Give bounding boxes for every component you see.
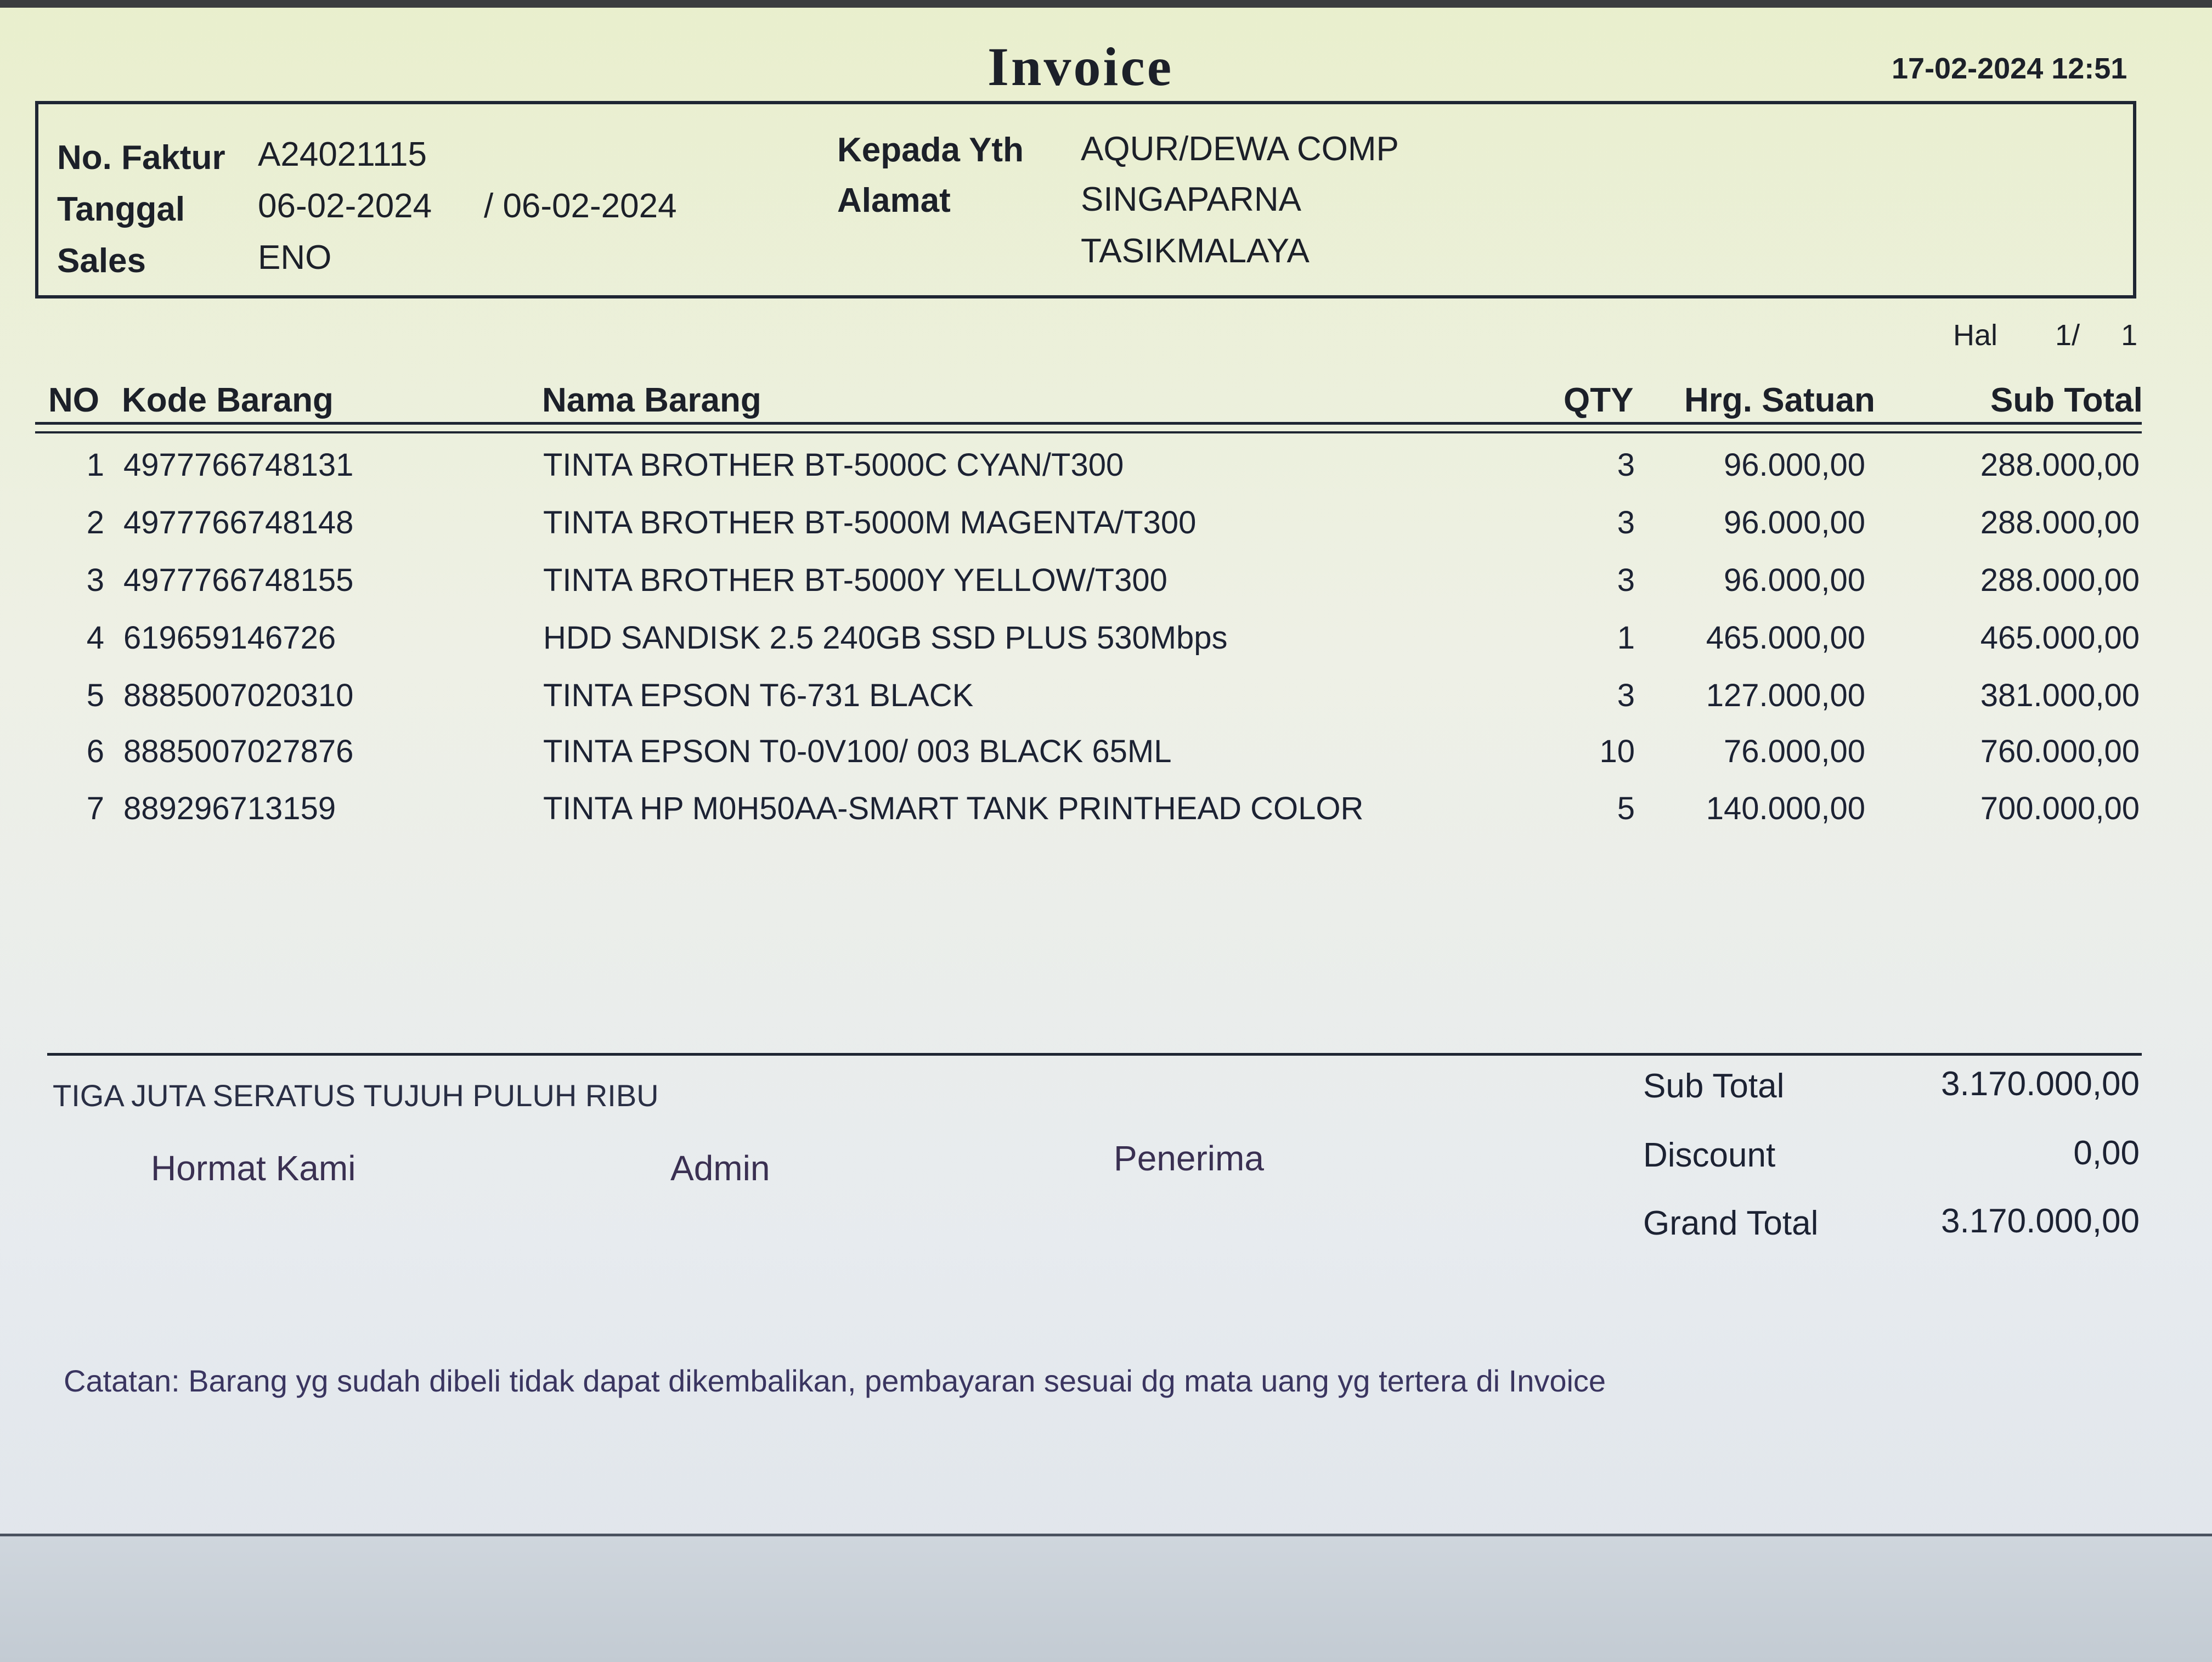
- row-qty: 1: [1617, 620, 1635, 656]
- row-code: 4977766748131: [123, 447, 354, 483]
- row-subtotal: 700.000,00: [1980, 791, 2140, 826]
- header-rule-bottom: [35, 431, 2142, 433]
- alamat-label: Alamat: [837, 182, 951, 219]
- screen-bottom-area: [0, 1534, 2212, 1662]
- row-qty: 3: [1617, 505, 1635, 540]
- kepada-value: AQUR/DEWA COMP: [1081, 130, 1399, 168]
- row-subtotal: 288.000,00: [1980, 562, 2140, 598]
- row-price: 76.000,00: [1723, 734, 1865, 769]
- page-total: 1: [2121, 319, 2138, 352]
- row-code: 619659146726: [123, 620, 336, 656]
- row-subtotal: 288.000,00: [1980, 447, 2140, 483]
- invoice-note: Catatan: Barang yg sudah dibeli tidak dapat dikembalikan, pembayaran sesuai dg mata uang yg tertera di Invoice: [64, 1364, 1606, 1398]
- sales-label: Sales: [57, 242, 146, 280]
- discount-value: 0,00: [2073, 1134, 2140, 1172]
- tanggal-value-2: / 06-02-2024: [484, 187, 677, 225]
- tanggal-label: Tanggal: [57, 190, 185, 228]
- row-code: 889296713159: [123, 791, 336, 826]
- col-header-qty: QTY: [1564, 381, 1634, 419]
- discount-label: Discount: [1643, 1136, 1776, 1174]
- row-code: 8885007020310: [123, 678, 354, 713]
- row-no: 5: [86, 678, 104, 713]
- row-code: 8885007027876: [123, 734, 354, 769]
- row-price: 96.000,00: [1723, 562, 1865, 598]
- row-code: 4977766748155: [123, 562, 354, 598]
- invoice-page: [0, 8, 2212, 1534]
- row-no: 4: [86, 620, 104, 656]
- row-name: TINTA HP M0H50AA-SMART TANK PRINTHEAD COLOR: [543, 791, 1364, 826]
- page-current: 1/: [2055, 319, 2080, 352]
- row-name: TINTA BROTHER BT-5000C CYAN/T300: [543, 447, 1124, 483]
- row-no: 1: [86, 447, 104, 483]
- row-price: 140.000,00: [1706, 791, 1865, 826]
- table-row: [0, 677, 2212, 734]
- row-price: 465.000,00: [1706, 620, 1865, 656]
- row-no: 2: [86, 505, 104, 540]
- print-datetime: 17-02-2024 12:51: [1892, 52, 2128, 85]
- sales-value: ENO: [258, 239, 332, 277]
- row-qty: 5: [1617, 791, 1635, 826]
- row-code: 4977766748148: [123, 505, 354, 540]
- row-qty: 3: [1617, 562, 1635, 598]
- row-no: 7: [86, 791, 104, 826]
- row-name: TINTA BROTHER BT-5000M MAGENTA/T300: [543, 505, 1197, 540]
- page-indicator: [1953, 318, 2137, 352]
- table-row: [0, 733, 2212, 790]
- alamat-line-2: TASIKMALAYA: [1081, 232, 1310, 270]
- col-header-no: NO: [48, 381, 99, 419]
- subtotal-value: 3.170.000,00: [1940, 1065, 2140, 1103]
- screen-bezel-top: [0, 0, 2212, 8]
- row-qty: 10: [1599, 734, 1635, 769]
- col-header-nama: Nama Barang: [542, 381, 761, 419]
- grand-total-label: Grand Total: [1643, 1204, 1819, 1242]
- amount-in-words: TIGA JUTA SERATUS TUJUH PULUH RIBU: [53, 1078, 659, 1113]
- col-header-subtotal: Sub Total: [1990, 381, 2143, 419]
- table-row: [0, 504, 2212, 561]
- signature-admin: Admin: [670, 1148, 770, 1188]
- row-name: TINTA EPSON T6-731 BLACK: [543, 678, 974, 713]
- invoice-header-box: [35, 101, 2136, 298]
- no-faktur-label: No. Faktur: [57, 139, 225, 177]
- table-row: [0, 619, 2212, 677]
- page-label: Hal: [1953, 319, 1998, 352]
- row-qty: 3: [1617, 678, 1635, 713]
- header-rule-top: [35, 422, 2142, 425]
- row-subtotal: 381.000,00: [1980, 678, 2140, 713]
- tanggal-value: 06-02-2024: [258, 187, 432, 225]
- row-name: HDD SANDISK 2.5 240GB SSD PLUS 530Mbps: [543, 620, 1228, 656]
- footer-rule: [47, 1053, 2142, 1056]
- table-row: [0, 562, 2212, 619]
- table-row: [0, 447, 2212, 504]
- row-name: TINTA BROTHER BT-5000Y YELLOW/T300: [543, 562, 1167, 598]
- row-price: 96.000,00: [1723, 505, 1865, 540]
- row-no: 6: [86, 734, 104, 769]
- row-price: 127.000,00: [1706, 678, 1865, 713]
- table-row: [0, 790, 2212, 847]
- row-subtotal: 465.000,00: [1980, 620, 2140, 656]
- subtotal-label: Sub Total: [1643, 1067, 1785, 1105]
- kepada-label: Kepada Yth: [837, 131, 1024, 169]
- invoice-title: Invoice: [988, 36, 1174, 97]
- grand-total-value: 3.170.000,00: [1940, 1202, 2140, 1240]
- row-subtotal: 288.000,00: [1980, 505, 2140, 540]
- row-subtotal: 760.000,00: [1980, 734, 2140, 769]
- no-faktur-value: A24021115: [258, 136, 427, 173]
- row-price: 96.000,00: [1723, 447, 1865, 483]
- row-qty: 3: [1617, 447, 1635, 483]
- row-no: 3: [86, 562, 104, 598]
- col-header-harga: Hrg. Satuan: [1684, 381, 1875, 419]
- alamat-line-1: SINGAPARNA: [1081, 181, 1301, 218]
- row-name: TINTA EPSON T0-0V100/ 003 BLACK 65ML: [543, 734, 1172, 769]
- col-header-kode: Kode Barang: [122, 381, 334, 419]
- signature-penerima: Penerima: [1114, 1139, 1264, 1178]
- signature-hormat-kami: Hormat Kami: [151, 1148, 356, 1188]
